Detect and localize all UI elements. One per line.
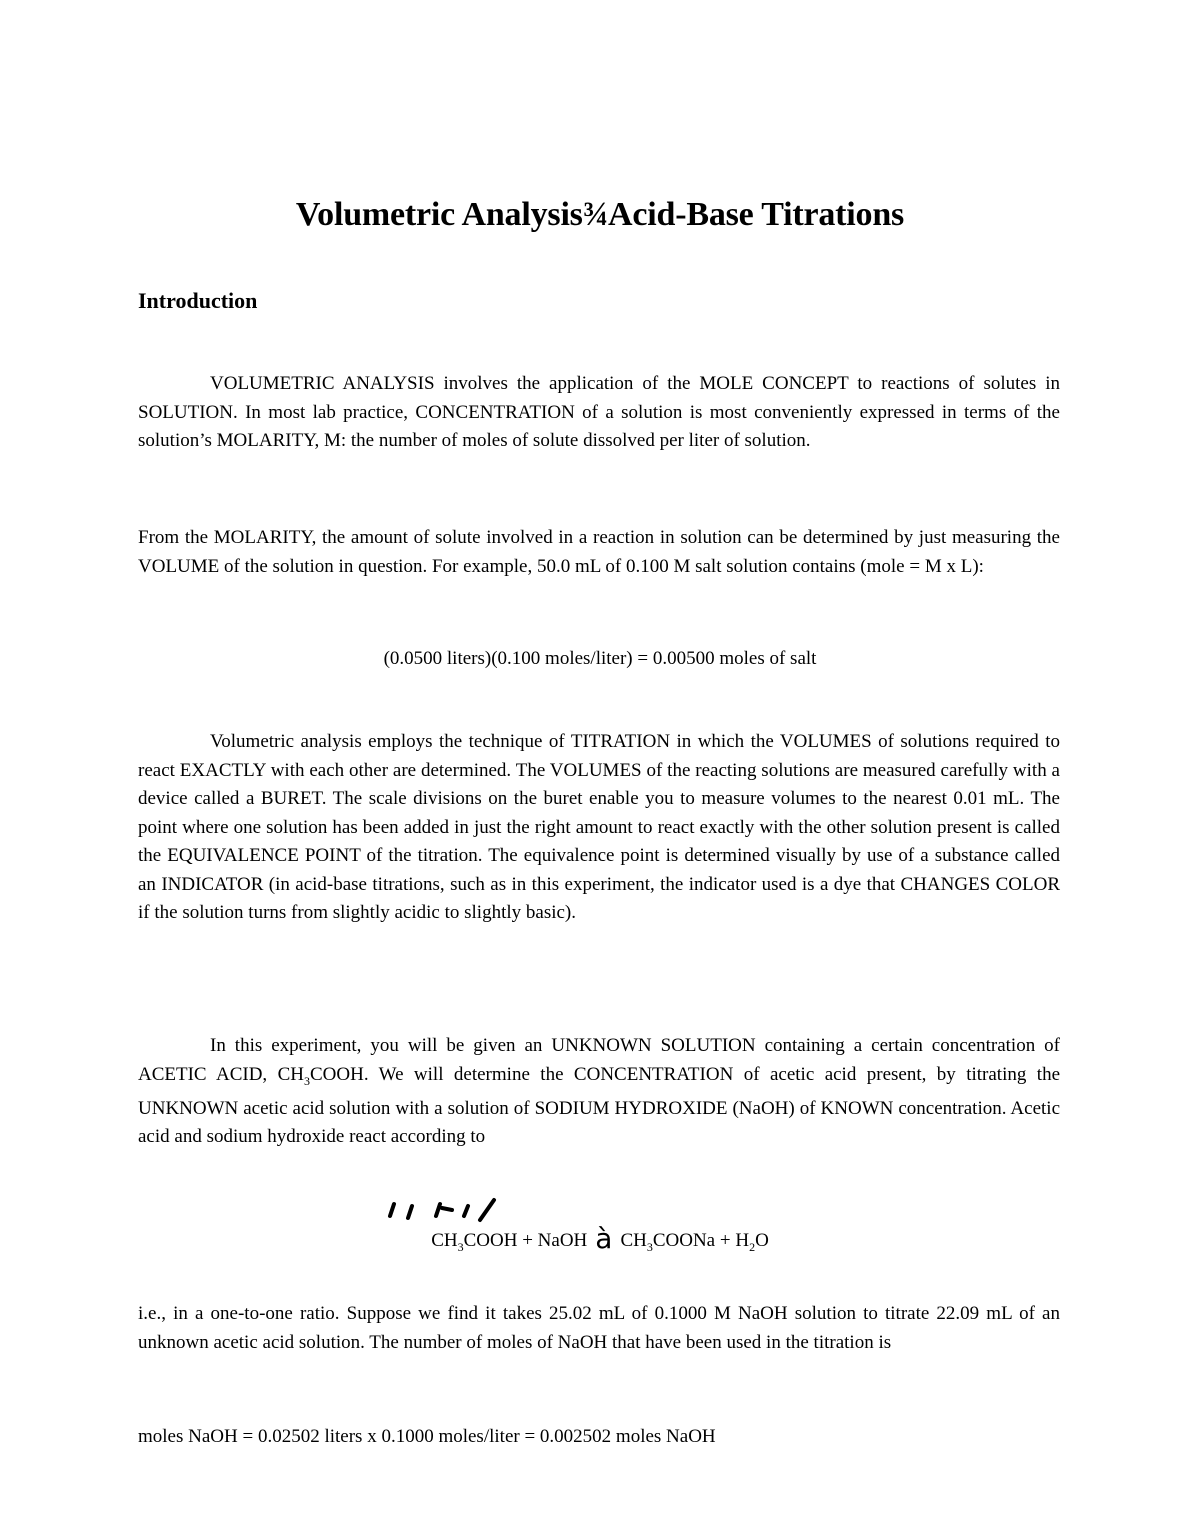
- experiment-text-part-1: In this experiment, you will be given an UNKNOWN SOLUTION containing a certain concentration of ACETIC ACID, CH: [138, 1035, 1060, 1085]
- product-ch: CH: [620, 1230, 647, 1251]
- paragraph-volumetric-analysis: VOLUMETRIC ANALYSIS involves the application of the MOLE CONCEPT to reactions of solutes in SOLUTION. In most lab practice, CONCENTRATION of a solution is most conveniently expressed in terms of the solution’s MOLARITY, M: the number of moles of solute dissolved per liter of solution.: [138, 373, 1060, 451]
- equation-moles-of-salt: (0.0500 liters)(0.100 moles/liter) = 0.00500 moles of salt: [383, 648, 817, 669]
- reaction-equation: [0, 1222, 1200, 1255]
- product-rest: COONa + H: [652, 1230, 750, 1251]
- paragraph-titration: Volumetric analysis employs the technique of TITRATION in which the VOLUMES of solutions required to react EXACTLY with each other are determined. The VOLUMES of the reacting solutions are measured carefully with a device called a BURET. The scale divisions on the buret enable you to measure volumes to the nearest 0.01 mL. The point where one solution has been added in just the right amount to react exactly with the other solution present is called the EQUIVALENCE POINT of the titration. The equivalence point is determined visually by use of a substance called an INDICATOR (in acid-base titrations, such as in this experiment, the indicator used is a dye that CHANGES COLOR if the solution turns from slightly acidic to slightly basic).: [138, 731, 1060, 923]
- reactant-rest: COOH + NaOH: [463, 1230, 588, 1251]
- paragraph-molarity: From the MOLARITY, the amount of solute involved in a reaction in solution can be determined by just measuring the VOLUME of the solution in question. For example, 50.0 mL of 0.100 M salt solution contains (mole = M x L):: [138, 527, 1060, 577]
- reaction-arrow-icon: à: [595, 1222, 613, 1255]
- reactant-acetic-acid-ch: CH: [431, 1230, 458, 1251]
- experiment-text-part-2: COOH. We will determine the CONCENTRATION of acetic acid present, by titrating the UNKNOWN acetic acid solution with a solution of SODIUM HYDROXIDE (NaOH) of KNOWN concentration. Acetic acid and sodium hydroxide react according to: [138, 1063, 1060, 1148]
- equation-moles-naoh: moles NaOH = 0.02502 liters x 0.1000 moles/liter = 0.002502 moles NaOH: [138, 1426, 716, 1447]
- experiment-subscript: 3: [304, 1073, 310, 1088]
- paragraph-example-calculation: i.e., in a one-to-one ratio. Suppose we find it takes 25.02 mL of 0.1000 M NaOH solution to titrate 22.09 mL of an unknown acetic acid solution. The number of moles of NaOH that have been used in the titration is: [138, 1303, 1060, 1353]
- water-subscript: 2: [749, 1239, 756, 1254]
- paragraph-experiment: [138, 1032, 1060, 1152]
- page-title: Volumetric Analysis¾Acid-Base Titrations: [295, 196, 905, 233]
- product-subscript: 3: [646, 1239, 653, 1254]
- section-heading-introduction: Introduction: [138, 288, 258, 313]
- reactant-subscript: 3: [457, 1239, 464, 1254]
- water-o: O: [755, 1230, 769, 1251]
